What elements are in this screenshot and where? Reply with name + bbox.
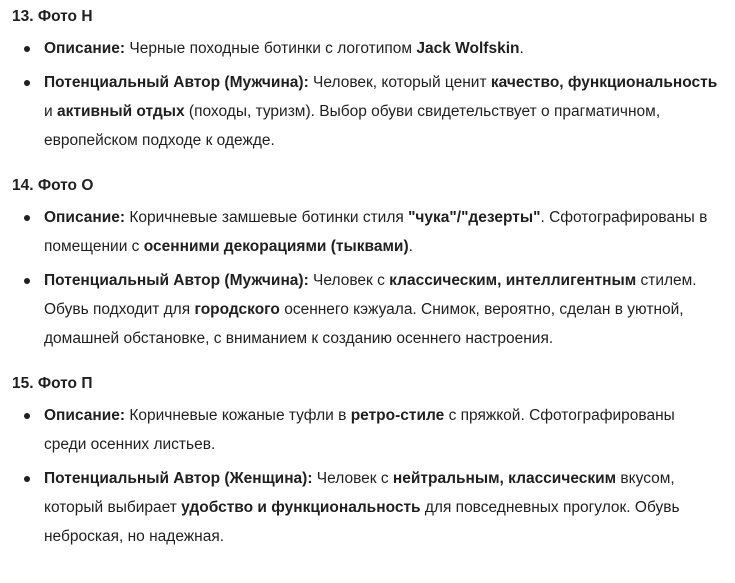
text-run: с пряжкой. Сфотографированы среди осенних листьев.	[44, 407, 675, 453]
bullet-list	[12, 34, 720, 155]
bullet-icon	[24, 476, 30, 482]
text-run: Человек, который ценит	[308, 74, 491, 91]
bold-text: Jack Wolfskin	[416, 40, 520, 57]
list-item	[12, 464, 720, 551]
text-run: Коричневые кожаные туфли в	[125, 407, 351, 424]
list-item	[12, 68, 720, 155]
text-run: .	[408, 238, 413, 255]
bold-text: качество, функциональность	[490, 74, 718, 91]
bold-text: Описание:	[44, 209, 126, 226]
section-heading: 13. Фото Н	[12, 8, 93, 25]
text-run: стилем. Обувь подходит для	[44, 272, 697, 318]
bold-text: нейтральным, классическим	[392, 470, 617, 487]
text-run: Человек с	[308, 272, 390, 289]
bullet-list	[12, 401, 720, 551]
bold-text: Потенциальный Автор (Мужчина):	[44, 74, 309, 91]
bullet-icon	[24, 413, 30, 419]
bold-text: Описание:	[44, 407, 126, 424]
bold-text: ретро-стиле	[350, 407, 445, 424]
text-run: для повседневных прогулок. Обувь неброская, но надежная.	[44, 499, 680, 545]
bold-text: Потенциальный Автор (Мужчина):	[44, 272, 309, 289]
text-run: и	[44, 103, 57, 120]
section-heading: 15. Фото П	[12, 375, 93, 392]
text-run: вкусом, который выбирает	[44, 470, 675, 516]
photo-section	[12, 6, 720, 155]
text-run: . Сфотографированы в помещении с	[44, 209, 708, 255]
bold-text: городского	[194, 301, 280, 318]
photo-section	[12, 175, 720, 353]
text-run: Коричневые замшевые ботинки стиля	[125, 209, 409, 226]
list-item	[12, 34, 720, 63]
bold-text: активный отдых	[56, 103, 185, 120]
bullet-icon	[24, 278, 30, 284]
text-run: осеннего кэжуала. Снимок, вероятно, сделан в уютной, домашней обстановке, с вниманием к созданию осеннего настроения.	[44, 301, 684, 347]
list-item	[12, 203, 720, 261]
bullet-icon	[24, 46, 30, 52]
list-item	[12, 266, 720, 353]
bullet-icon	[24, 80, 30, 86]
bold-text: осенними декорациями (тыквами)	[143, 238, 409, 255]
bullet-icon	[24, 215, 30, 221]
list-item	[12, 401, 720, 459]
text-run: (походы, туризм). Выбор обуви свидетельствует о прагматичном, европейском подходе к одежде.	[44, 103, 661, 149]
bold-text: Описание:	[44, 40, 126, 57]
text-run: .	[519, 40, 524, 57]
text-run: Человек с	[312, 470, 393, 487]
bold-text: удобство и функциональность	[181, 499, 421, 516]
section-heading: 14. Фото О	[12, 177, 94, 194]
photo-section	[12, 373, 720, 551]
bullet-list	[12, 203, 720, 353]
bold-text: классическим, интеллигентным	[389, 272, 637, 289]
text-run: Черные походные ботинки с логотипом	[125, 40, 417, 57]
bold-text: Потенциальный Автор (Женщина):	[44, 470, 313, 487]
bold-text: "чука"/"дезерты"	[408, 209, 541, 226]
